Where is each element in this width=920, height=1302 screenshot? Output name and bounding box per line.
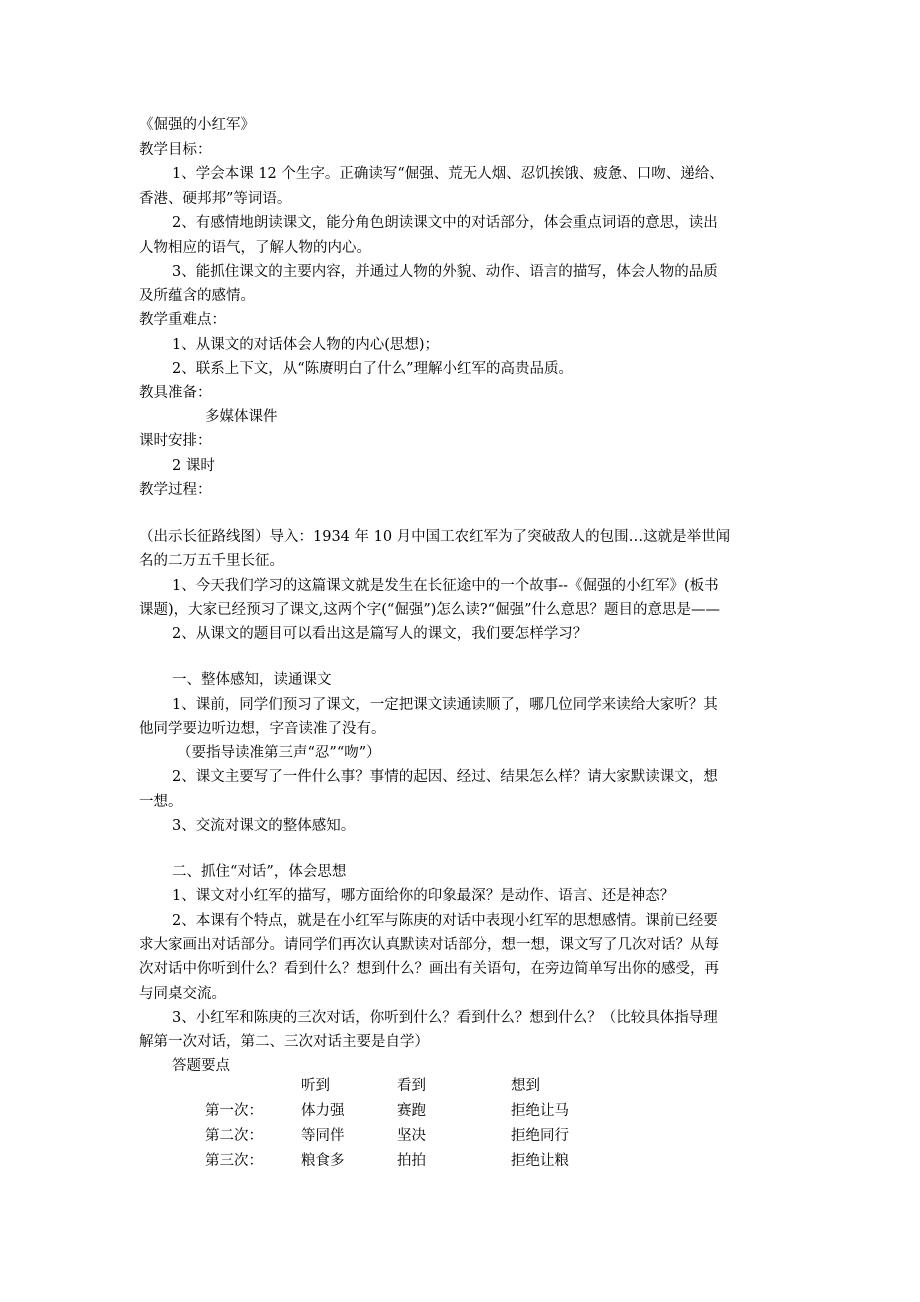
table-cell-thought: 拒绝让粮 bbox=[511, 1153, 569, 1169]
table-cell-saw: 坚决 bbox=[397, 1128, 426, 1144]
process-heading: 教学过程： bbox=[139, 482, 212, 498]
table-cell-heard: 粮食多 bbox=[301, 1153, 345, 1169]
section-2-heading: 二、抓住“对话”，体会思想 bbox=[172, 864, 347, 880]
table-row-label: 第二次： bbox=[205, 1128, 263, 1144]
objectives-heading: 教学目标： bbox=[139, 142, 212, 158]
schedule-heading: 课时安排： bbox=[139, 433, 212, 449]
prep-item: 多媒体课件 bbox=[205, 409, 278, 425]
section-2-step-2-line-3: 次对话中你听到什么？看到什么？想到什么？画出有关语句，在旁边简单写出你的感受，再 bbox=[139, 961, 719, 977]
table-cell-saw: 赛跑 bbox=[397, 1103, 426, 1119]
objective-2-line-2: 人物相应的语气，了解人物的内心。 bbox=[139, 240, 371, 256]
objective-3-line-1: 3、能抓住课文的主要内容，并通过人物的外貌、动作、语言的描写，体会人物的品质 bbox=[172, 264, 718, 280]
document-title: 《倔强的小红军》 bbox=[139, 117, 255, 133]
objective-1-line-1: 1、学会本课 12 个生字。正确读写“倔强、荒无人烟、忍饥挨饿、疲惫、口吻、递给、 bbox=[172, 166, 724, 182]
section-1-step-3: 3、交流对课文的整体感知。 bbox=[172, 818, 356, 834]
section-2-step-3-line-2: 解第一次对话，第二、三次对话主要是自学） bbox=[139, 1034, 429, 1050]
objective-1-line-2: 香港、硬邦邦”等词语。 bbox=[139, 191, 292, 207]
section-1-note: （要指导读准第三声“忍”“吻”） bbox=[177, 745, 381, 761]
section-1-step-2-line-2: 一想。 bbox=[139, 794, 183, 810]
table-cell-saw: 拍拍 bbox=[397, 1153, 426, 1169]
table-header-heard: 听到 bbox=[301, 1078, 330, 1094]
section-1-heading: 一、整体感知，读通课文 bbox=[172, 672, 332, 688]
intro-step-2: 2、从课文的题目可以看出这是篇写人的课文，我们要怎样学习？ bbox=[172, 626, 588, 642]
section-2-step-2-line-2: 求大家画出对话部分。请同学们再次认真默读对话部分，想一想，课文写了几次对话？从每 bbox=[139, 937, 719, 953]
section-2-step-3-line-1: 3、小红军和陈庚的三次对话，你听到什么？看到什么？想到什么？（比较具体指导理 bbox=[172, 1010, 718, 1026]
table-cell-heard: 体力强 bbox=[301, 1103, 345, 1119]
objective-2-line-1: 2、有感情地朗读课文，能分角色朗读课文中的对话部分，体会重点词语的意思，读出 bbox=[172, 215, 718, 231]
table-row-label: 第三次： bbox=[205, 1153, 263, 1169]
objective-3-line-2: 及所蕴含的感情。 bbox=[139, 288, 255, 304]
section-1-step-2-line-1: 2、课文主要写了一件什么事？事情的起因、经过、结果怎么样？请大家默读课文，想 bbox=[172, 769, 718, 785]
prep-heading: 教具准备： bbox=[139, 385, 212, 401]
section-1-step-1-line-1: 1、课前，同学们预习了课文，一定把课文读通读顺了，哪几位同学来读给大家听？其 bbox=[172, 697, 718, 713]
keypoint-2: 2、联系上下文，从“陈赓明白了什么”理解小红军的高贵品质。 bbox=[172, 361, 574, 377]
keypoint-1: 1、从课文的对话体会人物的内心(思想)； bbox=[172, 337, 440, 353]
table-header-saw: 看到 bbox=[397, 1078, 426, 1094]
section-2-step-1: 1、课文对小红军的描写，哪方面给你的印象最深？是动作、语言、还是神态？ bbox=[172, 888, 675, 904]
table-cell-thought: 拒绝同行 bbox=[511, 1128, 569, 1144]
answer-heading: 答题要点 bbox=[172, 1058, 230, 1074]
intro-line-1: （出示长征路线图）导入：1934 年 10 月中国工农红军为了突破敌人的包围…这就是举世闻 bbox=[139, 529, 731, 545]
schedule-item: 2 课时 bbox=[172, 458, 215, 474]
table-header-thought: 想到 bbox=[511, 1078, 540, 1094]
intro-step-1-line-2: 课题)，大家已经预习了课文,这两个字(“倔强”)怎么读?“倔强”什么意思？题目的意思是—— bbox=[139, 602, 721, 618]
table-cell-heard: 等同伴 bbox=[301, 1128, 345, 1144]
section-2-step-2-line-1: 2、本课有个特点，就是在小红军与陈庚的对话中表现小红军的思想感情。课前已经要 bbox=[172, 913, 718, 929]
section-1-step-1-line-2: 他同学要边听边想，字音读准了没有。 bbox=[139, 721, 386, 737]
section-2-step-2-line-4: 与同桌交流。 bbox=[139, 986, 226, 1002]
intro-line-2: 名的二万五千里长征。 bbox=[139, 553, 284, 569]
intro-step-1-line-1: 1、今天我们学习的这篇课文就是发生在长征途中的一个故事--《倔强的小红军》(板书 bbox=[172, 578, 719, 594]
table-cell-thought: 拒绝让马 bbox=[511, 1103, 569, 1119]
table-row-label: 第一次： bbox=[205, 1103, 263, 1119]
keypoints-heading: 教学重难点： bbox=[139, 312, 226, 328]
